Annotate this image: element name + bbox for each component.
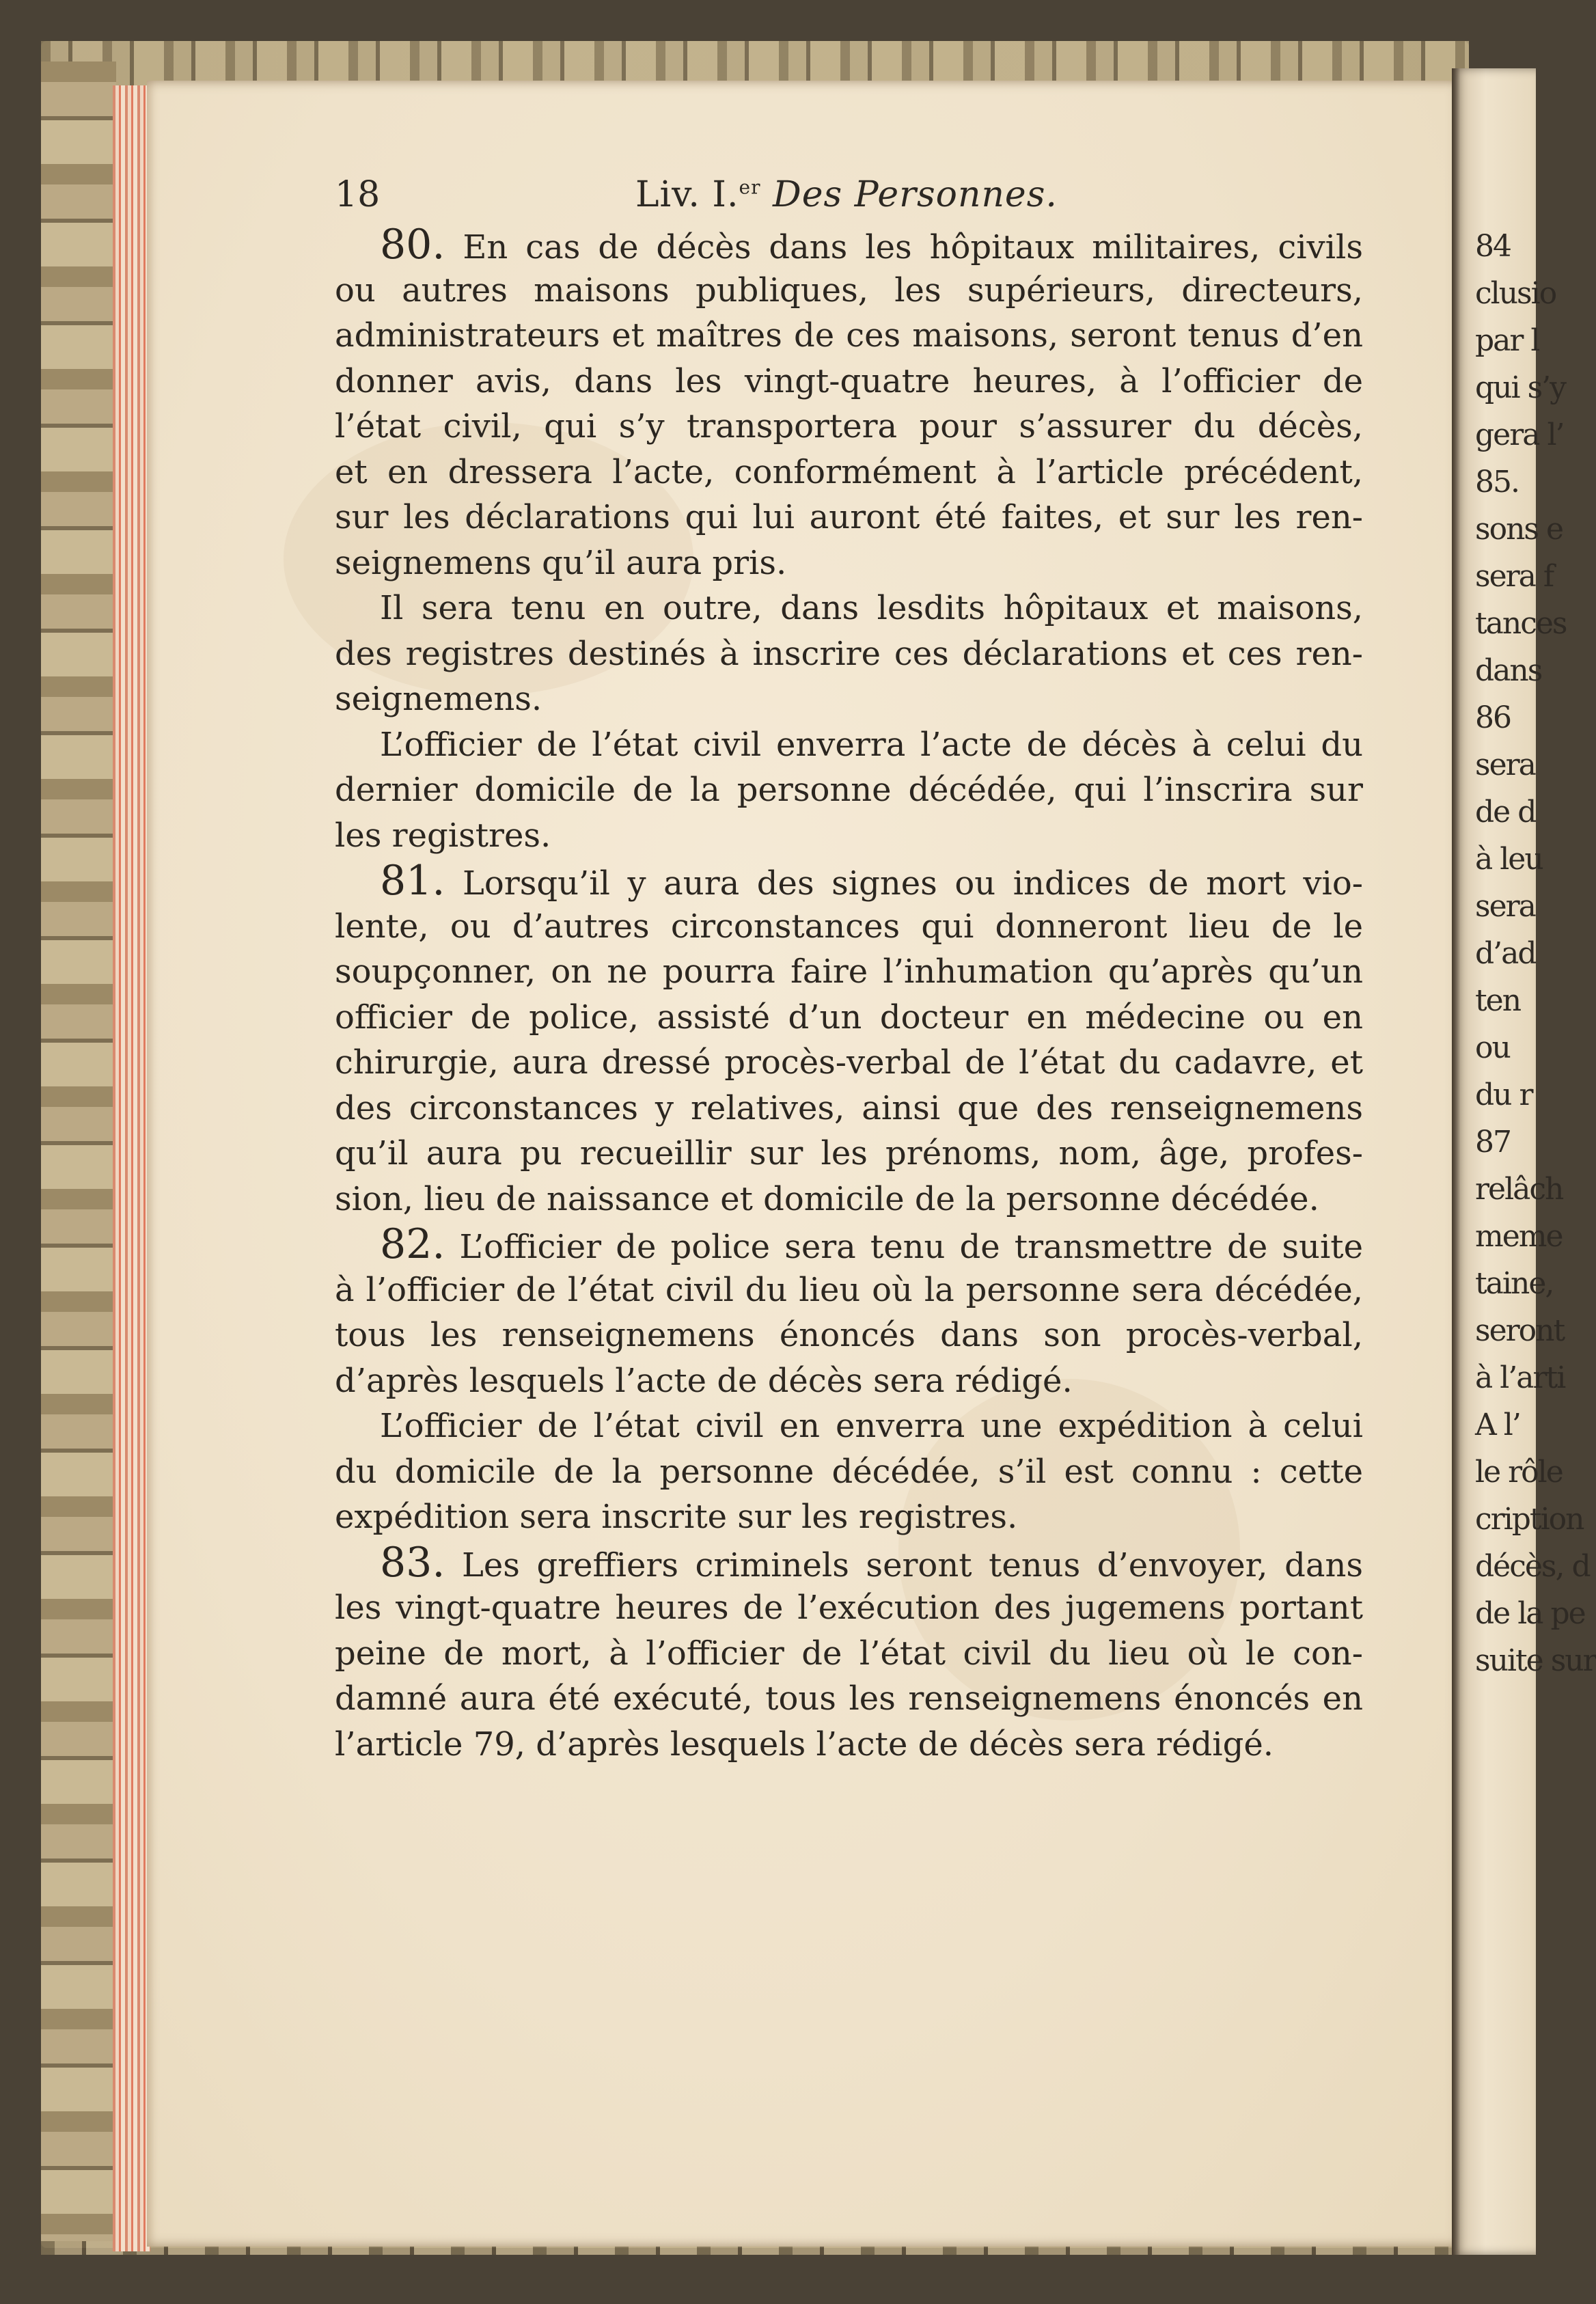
text-line [335, 268, 1363, 314]
line-text: Il sera tenu en outre, dans lesdits hôpitaux et maisons, [380, 589, 1363, 627]
text-line [335, 1267, 1363, 1313]
facing-page-fragment: gera l’ [1475, 417, 1564, 452]
facing-page-fragment: suite sur [1475, 1643, 1596, 1678]
facing-page-fragment: le rôle [1475, 1455, 1563, 1490]
text-line [335, 1131, 1363, 1177]
article-number: 83. [380, 1538, 445, 1587]
line-text: les vingt-quatre heures de l’exécution des jugemens portant [335, 1589, 1363, 1627]
line-text: les registres. [335, 816, 551, 855]
text-line [335, 1631, 1363, 1677]
article-number: 82. [380, 1220, 445, 1268]
line-text: damné aura été exécuté, tous les renseignemens énoncés en [335, 1679, 1363, 1718]
line-text: L’officier de l’état civil enverra l’acte de décès à celui du [380, 725, 1363, 764]
facing-page-fragment: relâch [1475, 1172, 1563, 1207]
facing-page-fragment: à l’arti [1475, 1360, 1565, 1395]
text-line [335, 1722, 1363, 1768]
line-text: Les greffiers criminels seront tenus d’envoyer, dans [461, 1546, 1363, 1585]
article-number: 81. [380, 857, 445, 905]
text-line [335, 813, 1363, 859]
line-text: expédition sera inscrite sur les registres. [335, 1498, 1018, 1536]
line-text: soupçonner, on ne pourra faire l’inhumation qu’après qu’un [335, 952, 1363, 991]
text-line [335, 1313, 1363, 1358]
facing-page-fragment: ou [1475, 1030, 1510, 1065]
text-line [335, 767, 1363, 813]
text-line [335, 1177, 1363, 1222]
line-text: L’officier de police sera tenu de transmettre de suite [459, 1228, 1364, 1266]
line-text: lente, ou d’autres circonstances qui donneront lieu de le [335, 907, 1363, 946]
facing-page-fragment: à leu [1475, 842, 1543, 877]
text-line [335, 1222, 1363, 1267]
text-line [335, 858, 1363, 904]
text-line [335, 1585, 1363, 1631]
facing-page-fragment: d’ad [1475, 936, 1536, 971]
text-line [335, 313, 1363, 359]
article-number: 80. [380, 221, 445, 269]
text-line [335, 676, 1363, 722]
facing-page-fragment: tances [1475, 606, 1567, 641]
facing-page-fragment: seront [1475, 1313, 1565, 1348]
body-text [335, 222, 1363, 1767]
line-text: tous les renseignemens énoncés dans son procès-verbal, [335, 1316, 1363, 1354]
facing-page-fragment: dans [1475, 653, 1542, 688]
text-line [335, 631, 1363, 677]
line-text: des circonstances y relatives, ainsi que des renseignemens [335, 1088, 1363, 1127]
line-text: dernier domicile de la personne décédée, qui l’inscrira sur [335, 771, 1363, 809]
facing-page-fragment: sons e [1475, 512, 1563, 547]
line-text: qu’il aura pu recueillir sur les prénoms, nom, âge, profes- [335, 1134, 1363, 1172]
text-line [335, 540, 1363, 586]
paragraph [335, 586, 1363, 722]
paragraph [335, 1540, 1363, 1768]
line-text: sur les déclarations qui lui auront été faites, et sur les ren- [335, 498, 1363, 536]
line-text: des registres destinés à inscrire ces déclarations et ces ren- [335, 634, 1363, 673]
red-page-edges [113, 85, 150, 2251]
facing-page-fragment: 84 [1475, 229, 1511, 264]
facing-page-fragment: A l’ [1475, 1408, 1520, 1442]
title-italic: Des Personnes. [773, 174, 1058, 215]
title-superscript: er [739, 176, 761, 199]
text-line [335, 1540, 1363, 1586]
text-line [335, 722, 1363, 768]
text-line [335, 1403, 1363, 1449]
paragraph [335, 222, 1363, 586]
text-line [335, 1358, 1363, 1404]
text-line [335, 359, 1363, 404]
page-number: 18 [335, 174, 381, 215]
page-title [635, 174, 1058, 215]
line-text: seignemens. [335, 680, 542, 718]
line-text: seignemens qu’il aura pris. [335, 543, 787, 582]
line-text: administrateurs et maîtres de ces maisons, seront tenus d’en [335, 316, 1363, 355]
line-text: L’officier de l’état civil en enverra une expédition à celui [380, 1407, 1363, 1445]
book-spine [41, 61, 116, 2241]
line-text: l’article 79, d’après lesquels l’acte de décès sera rédigé. [335, 1725, 1274, 1764]
text-line [335, 949, 1363, 995]
facing-page-fragment: cription [1475, 1502, 1584, 1537]
line-text: l’état civil, qui s’y transportera pour s’assurer du décès, [335, 407, 1363, 445]
facing-page-fragment: qui s’y [1475, 370, 1565, 405]
line-text: Lorsqu’il y aura des signes ou indices de mort vio- [462, 864, 1364, 903]
text-line [335, 450, 1363, 495]
facing-page-fragment: 86 [1475, 700, 1511, 735]
line-text: chirurgie, aura dressé procès-verbal de l’état du cadavre, et [335, 1043, 1363, 1082]
text-line [335, 1449, 1363, 1495]
text-line [335, 586, 1363, 631]
facing-page-fragment: clusio [1475, 276, 1556, 311]
paragraph [335, 1222, 1363, 1403]
line-text: ou autres maisons publiques, les supérieurs, directeurs, [335, 271, 1363, 310]
line-text: peine de mort, à l’officier de l’état civil du lieu où le con- [335, 1634, 1363, 1673]
line-text: officier de police, assisté d’un docteur en médecine ou en [335, 998, 1363, 1037]
line-text: donner avis, dans les vingt-quatre heures, à l’officier de [335, 361, 1363, 400]
facing-page-fragment: meme [1475, 1219, 1563, 1254]
text-line [335, 1086, 1363, 1132]
line-text: du domicile de la personne décédée, s’il est connu : cette [335, 1452, 1363, 1491]
line-text: En cas de décès dans les hôpitaux militaires, civils [463, 228, 1364, 266]
text-line [335, 1040, 1363, 1086]
facing-page-edge [1452, 68, 1596, 2255]
paragraph [335, 858, 1363, 1222]
paragraph [335, 1403, 1363, 1540]
facing-page-fragment: 85. [1475, 465, 1519, 499]
facing-page-fragment: sera [1475, 748, 1535, 782]
line-text: sion, lieu de naissance et domicile de la personne décédée. [335, 1179, 1319, 1218]
text-line [335, 1676, 1363, 1722]
text-line [335, 1494, 1363, 1540]
text-line [335, 404, 1363, 450]
facing-page-fragment: ten [1475, 983, 1521, 1018]
line-text: à l’officier de l’état civil du lieu où la personne sera décédée, [335, 1270, 1363, 1309]
facing-page-fragment: de d [1475, 795, 1536, 829]
title-book: Liv. I. [635, 174, 739, 215]
running-head [335, 174, 1442, 229]
facing-page-fragment: taine, [1475, 1266, 1554, 1301]
facing-page-fragment: sera [1475, 889, 1535, 924]
facing-page-fragment: 87 [1475, 1125, 1511, 1160]
facing-page-fragment: par l [1475, 323, 1539, 358]
line-text: et en dressera l’acte, conformément à l’article précédent, [335, 452, 1363, 491]
text-line [335, 904, 1363, 950]
facing-page-fragment: décès, d [1475, 1549, 1590, 1584]
paragraph [335, 722, 1363, 859]
text-line [335, 995, 1363, 1041]
line-text: d’après lesquels l’acte de décès sera rédigé. [335, 1361, 1073, 1400]
facing-page-fragment: sera f [1475, 559, 1554, 594]
facing-page-fragment: du r [1475, 1078, 1532, 1112]
text-line [335, 222, 1363, 268]
facing-page-fragment: de la pe [1475, 1596, 1585, 1631]
text-line [335, 495, 1363, 540]
